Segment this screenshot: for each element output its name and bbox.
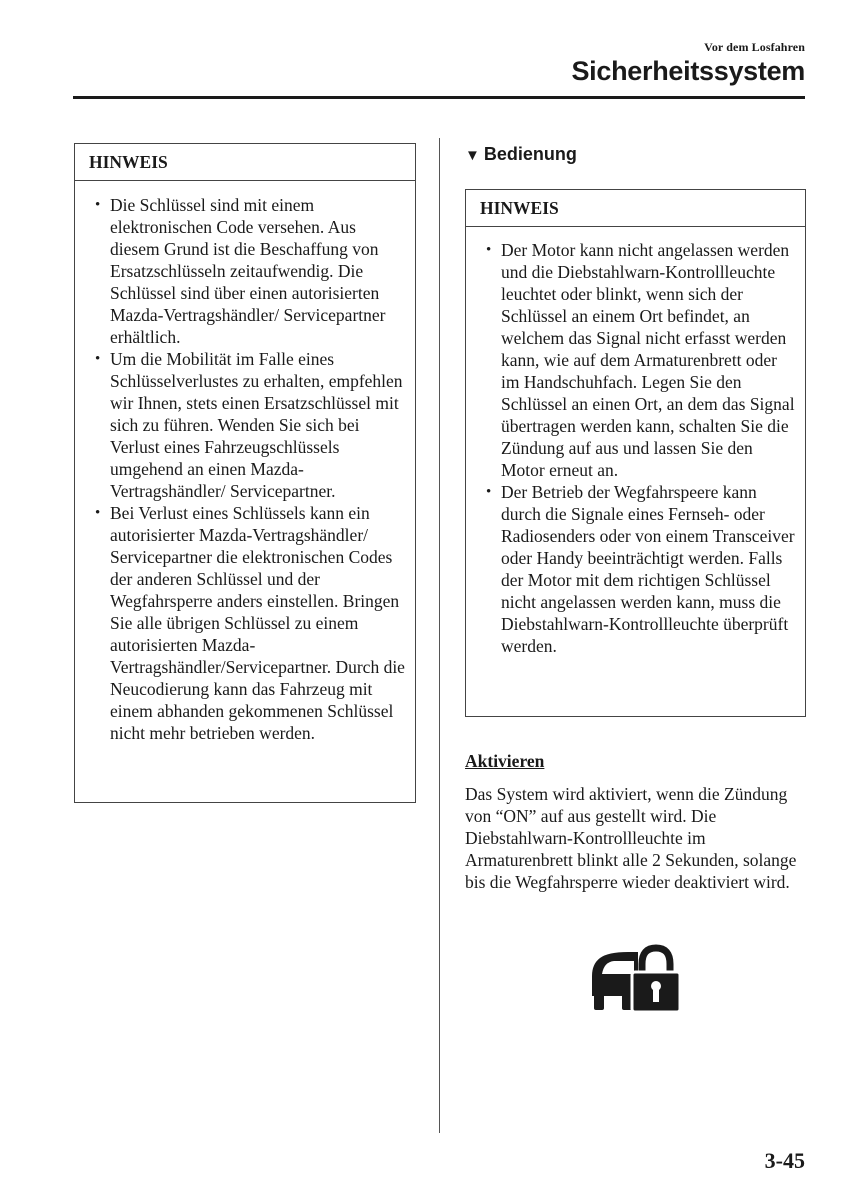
page-number: 3-45	[764, 1148, 805, 1173]
note-heading: HINWEIS	[75, 144, 415, 181]
header-rule	[73, 96, 805, 99]
list-item-text: Der Motor kann nicht angelassen werden und die Diebstahlwarn-Kontrollleuchte leuchtet oder blinkt, wenn sich der Schlüssel an einem Ort befindet, an welchem das Signal nicht erfasst werden kann, wie auf dem Armaturenbrett oder im Handschuhfach. Legen Sie den Schlüssel an einen Ort, an dem das Signal übertragen werden kann, schalten Sie die Zündung auf aus und lassen Sie den Motor erneut an.	[501, 240, 795, 480]
security-indicator-lock-icon	[588, 944, 682, 1014]
list-item-text: Der Betrieb der Wegfahrspeere kann durch die Signale eines Fernseh- oder Radiosenders oder von einem Transceiver oder Handy beeinträchtigt werden. Falls der Motor mit dem richtigen Schlüssel nicht angelassen werden kann, muss die Diebstahlwarn-Kontrollleuchte überprüft werden.	[501, 482, 795, 656]
body-paragraph: Das System wird aktiviert, wenn die Zündung von “ON” auf aus gestellt wird. Die Diebstahlwarn-Kontrollleuchte im Armaturenbrett blinkt alle 2 Sekunden, solange bis die Wegfahrsperre wieder deaktiviert wird.	[465, 784, 797, 892]
page-title: Sicherheitssystem	[571, 56, 805, 86]
note-list	[75, 181, 415, 744]
right-note-box	[465, 189, 806, 717]
note-heading: HINWEIS	[466, 190, 805, 227]
note-list	[466, 227, 805, 657]
list-item-text: Die Schlüssel sind mit einem elektronischen Code versehen. Aus diesem Grund ist die Beschaffung von Ersatzschlüsseln zeitaufwendig. Die Schlüssel sind über einen autorisierten Mazda-Vertragshändler/ Servicepartner erhältlich.	[110, 195, 386, 347]
list-item	[89, 502, 409, 744]
list-item	[480, 239, 799, 481]
section-label: Vor dem Losfahren	[704, 40, 805, 54]
left-note-box	[74, 143, 416, 803]
bullet-icon: •	[486, 242, 492, 258]
subsection-heading: Aktivieren	[465, 751, 545, 771]
bullet-icon: •	[95, 351, 101, 367]
bullet-icon: •	[486, 484, 492, 500]
list-item	[480, 481, 799, 657]
section-heading	[465, 142, 577, 168]
triangle-down-icon: ▼	[465, 147, 480, 164]
column-divider	[439, 138, 440, 1133]
bullet-icon: •	[95, 505, 101, 521]
list-item-text: Um die Mobilität im Falle eines Schlüsselverlustes zu erhalten, empfehlen wir Ihnen, stets einen Ersatzschlüssel mit sich zu führen. Wenden Sie sich bei Verlust eines Fahrzeugschlüssels umgehend an einen Mazda-Vertragshändler/ Servicepartner.	[110, 349, 403, 501]
list-item-text: Bei Verlust eines Schlüssels kann ein autorisierter Mazda-Vertragshändler/ Servicepartner die elektronischen Codes der anderen Schlüssel und der Wegfahrsperre anders einstellen. Bringen Sie alle übrigen Schlüssel zu einem autorisierten Mazda-Vertragshändler/Servicepartner. Durch die Neucodierung kann das Fahrzeug mit einem abhanden gekommenen Schlüssel nicht mehr betrieben werden.	[110, 503, 405, 743]
bullet-icon: •	[95, 197, 101, 213]
list-item	[89, 348, 409, 502]
list-item	[89, 194, 409, 348]
section-heading-text: Bedienung	[483, 144, 577, 164]
